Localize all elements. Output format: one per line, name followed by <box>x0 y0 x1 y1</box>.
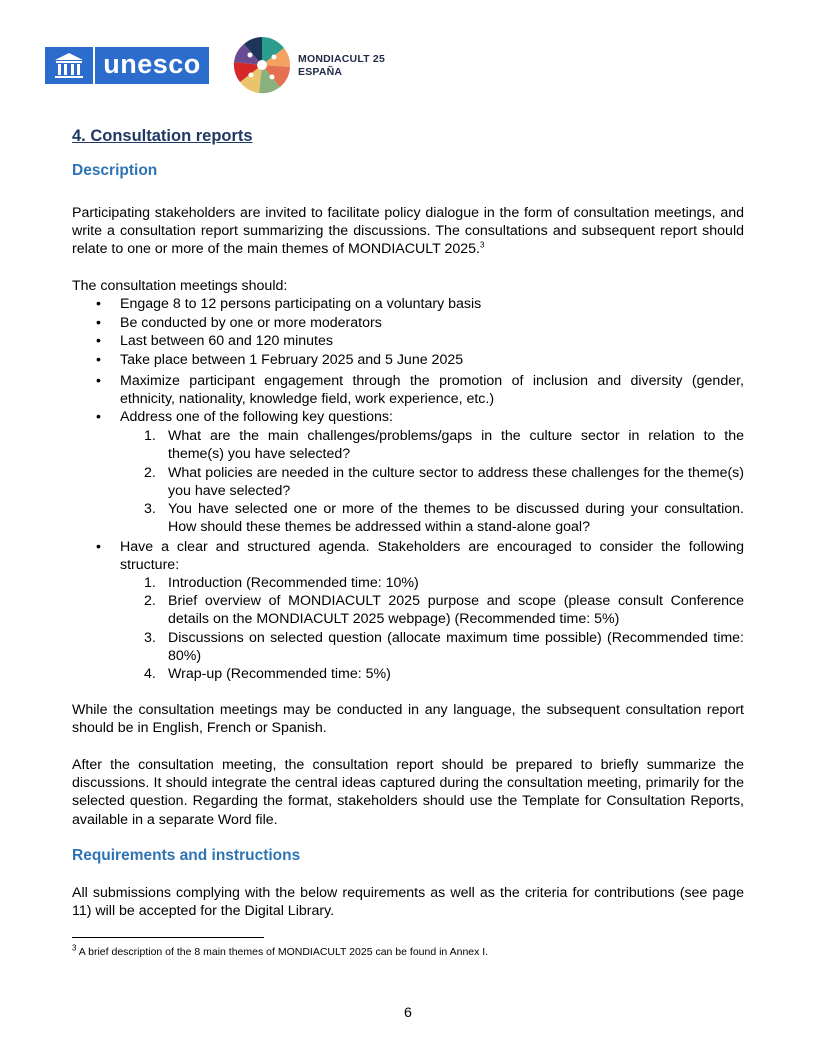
bullet-icon: • <box>96 333 101 349</box>
page-number: 6 <box>404 1005 412 1021</box>
footnote-marker: 3 <box>72 943 77 953</box>
list-item-text: Last between 60 and 120 minutes <box>120 333 333 349</box>
item-number: 1. <box>144 428 156 444</box>
requirements-heading: Requirements and instructions <box>72 847 301 864</box>
meetings-lead: The consultation meetings should: <box>72 278 288 294</box>
item-number: 3. <box>144 630 156 646</box>
bullet-icon: • <box>96 315 101 331</box>
intro-paragraph <box>72 204 744 259</box>
footnote-divider <box>72 937 264 938</box>
unesco-wordmark <box>95 47 209 84</box>
bullet-icon: • <box>96 352 101 368</box>
unesco-wordmark-text: unesco <box>103 49 201 79</box>
unesco-temple-icon <box>45 47 93 84</box>
item-text: Introduction (Recommended time: 10%) <box>168 575 419 591</box>
item-number: 4. <box>144 666 156 682</box>
list-item-text: Be conducted by one or more moderators <box>120 315 382 331</box>
bullet-icon: • <box>96 409 101 425</box>
list-item-text: Engage 8 to 12 persons participating on a voluntary basis <box>120 296 482 312</box>
mondiacult-emblem-icon <box>232 35 292 95</box>
section-title: 4. Consultation reports <box>72 127 253 145</box>
item-number: 2. <box>144 465 156 481</box>
item-text: Discussions on selected question (allocate maximum time possible) (Recommended time: 80%) <box>168 630 744 665</box>
footnote <box>72 943 489 958</box>
unesco-logo <box>45 47 209 84</box>
item-number: 2. <box>144 593 156 609</box>
description-heading: Description <box>72 162 158 179</box>
report-paragraph: After the consultation meeting, the consultation report should be prepared to briefly summarize the discussions. It should integrate the central ideas captured during the consultation meeting, primarily for the selected question. Regarding the format, stakeholders should use the Template for Consultation Reports, available in a separate Word file. <box>72 757 744 828</box>
bullet-icon: • <box>96 539 101 555</box>
item-text: What policies are needed in the culture sector to address these challenges for the theme(s) you have selected? <box>168 465 744 500</box>
list-item-text: Have a clear and structured agenda. Stakeholders are encouraged to consider the following structure: <box>120 539 744 574</box>
item-text: You have selected one or more of the themes to be discussed during your consultation. How should these themes be addressed within a stand-alone goal? <box>168 501 744 536</box>
list-item-text: Maximize participant engagement through the promotion of inclusion and diversity (gender, ethnicity, nationality, knowledge field, work experience, etc.) <box>120 373 744 408</box>
footnote-text: A brief description of the 8 main themes of MONDIACULT 2025 can be found in Annex I. <box>78 946 489 958</box>
bullet-icon: • <box>96 296 101 312</box>
mondiacult-wordmark <box>298 53 385 79</box>
intro-paragraph-text: Participating stakeholders are invited to facilitate policy dialogue in the form of consultation meetings, and write a consultation report summarizing the discussions. The consultations and subsequent report should relate to one or more of the main themes of MONDIACULT 2025. <box>72 205 744 258</box>
mondiacult-line-2: ESPAÑA <box>298 66 343 78</box>
bullet-icon: • <box>96 373 101 389</box>
list-item-text: Address one of the following key questions: <box>120 409 393 425</box>
requirements-paragraph: All submissions complying with the below requirements as well as the criteria for contributions (see page 11) will be accepted for the Digital Library. <box>72 885 744 920</box>
item-text: What are the main challenges/problems/gaps in the culture sector in relation to the theme(s) you have selected? <box>168 428 744 463</box>
language-paragraph: While the consultation meetings may be conducted in any language, the subsequent consultation report should be in English, French or Spanish. <box>72 702 744 737</box>
mondiacult-line-1: MONDIACULT 25 <box>298 53 385 65</box>
item-text: Wrap-up (Recommended time: 5%) <box>168 666 391 682</box>
list-item-text: Take place between 1 February 2025 and 5 June 2025 <box>120 352 464 368</box>
item-text: Brief overview of MONDIACULT 2025 purpose and scope (please consult Conference details on the MONDIACULT 2025 webpage) (Recommended time: 5%) <box>168 593 744 628</box>
item-number: 1. <box>144 575 156 591</box>
footnote-reference: 3 <box>479 240 485 250</box>
item-number: 3. <box>144 501 156 517</box>
